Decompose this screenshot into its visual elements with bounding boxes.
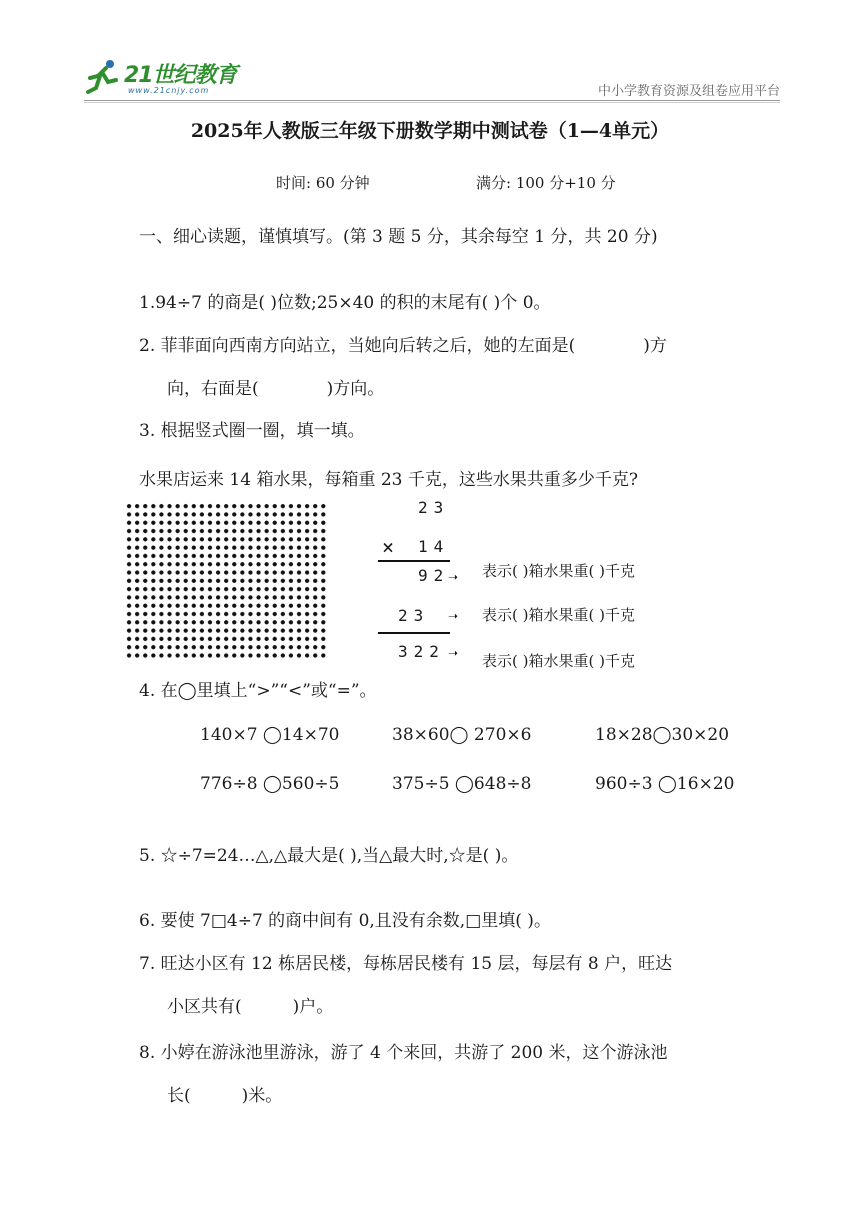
logo-text: 21世纪教育 bbox=[124, 63, 237, 88]
question-4: 4. 在◯里填上“>”“<”或“=”。 bbox=[139, 681, 377, 701]
vertical-partial-2: 23 bbox=[398, 606, 430, 625]
vertical-multiplicand: 23 bbox=[418, 498, 450, 517]
q3-label-1: 表示( )箱水果重( )千克 bbox=[482, 562, 635, 580]
question-8-line1: 8. 小婷在游泳池里游泳，游了 4 个来回，共游了 200 米，这个游泳池 bbox=[139, 1043, 668, 1063]
time-info: 时间: 60 分钟 bbox=[276, 174, 370, 192]
page-title: 2025年人教版三年级下册数学期中测试卷（1—4单元） bbox=[190, 120, 670, 142]
brand-logo bbox=[84, 56, 254, 98]
arrow-icon: ➝ bbox=[448, 646, 459, 660]
runner-logo-icon bbox=[84, 56, 124, 96]
q3-label-3: 表示( )箱水果重( )千克 bbox=[482, 652, 635, 670]
vertical-line-1 bbox=[378, 560, 450, 562]
vertical-partial-1: 92 bbox=[418, 566, 450, 585]
section-heading: 一、细心读题，谨慎填写。(第 3 题 5 分，其余每空 1 分，共 20 分) bbox=[139, 227, 658, 247]
header-divider bbox=[84, 100, 780, 101]
question-5: 5. ☆÷7=24…△,△最大是( ),当△最大时,☆是( )。 bbox=[139, 846, 519, 866]
compare-item: 776÷8 ◯560÷5 bbox=[200, 774, 340, 794]
score-info: 满分: 100 分+10 分 bbox=[476, 174, 616, 192]
compare-item: 18×28◯30×20 bbox=[595, 725, 730, 745]
arrow-icon: ➝ bbox=[448, 609, 459, 623]
dot-grid-figure bbox=[125, 502, 329, 660]
logo-url: www.21cnjy.com bbox=[128, 86, 210, 95]
compare-item: 38×60◯ 270×6 bbox=[392, 725, 532, 745]
vertical-multiplier: 14 bbox=[418, 537, 450, 556]
question-8-line2: 长( )米。 bbox=[167, 1086, 283, 1106]
q3-label-2: 表示( )箱水果重( )千克 bbox=[482, 606, 635, 624]
question-7-line1: 7. 旺达小区有 12 栋居民楼，每栋居民楼有 15 层，每层有 8 户，旺达 bbox=[139, 954, 673, 974]
header-divider-thin bbox=[84, 102, 780, 103]
question-1: 1.94÷7 的商是( )位数;25×40 的积的末尾有( )个 0。 bbox=[139, 293, 551, 313]
compare-item: 140×7 ◯14×70 bbox=[200, 725, 340, 745]
question-6: 6. 要使 7□4÷7 的商中间有 0,且没有余数,□里填( )。 bbox=[139, 911, 551, 931]
vertical-times-sign: × bbox=[382, 535, 401, 559]
compare-item: 960÷3 ◯16×20 bbox=[595, 774, 735, 794]
vertical-line-2 bbox=[378, 632, 450, 634]
compare-item: 375÷5 ◯648÷8 bbox=[392, 774, 532, 794]
question-3-problem: 水果店运来 14 箱水果，每箱重 23 千克，这些水果共重多少千克? bbox=[139, 470, 638, 490]
platform-name: 中小学教育资源及组卷应用平台 bbox=[597, 84, 780, 99]
arrow-icon: ➝ bbox=[448, 570, 459, 584]
vertical-result: 322 bbox=[398, 642, 445, 661]
question-7-line2: 小区共有( )户。 bbox=[167, 997, 334, 1017]
question-2-line1: 2. 菲菲面向西南方向站立，当她向后转之后，她的左面是( )方 bbox=[139, 336, 667, 356]
question-3: 3. 根据竖式圈一圈，填一填。 bbox=[139, 421, 365, 441]
question-2-line2: 向，右面是( )方向。 bbox=[167, 379, 385, 399]
